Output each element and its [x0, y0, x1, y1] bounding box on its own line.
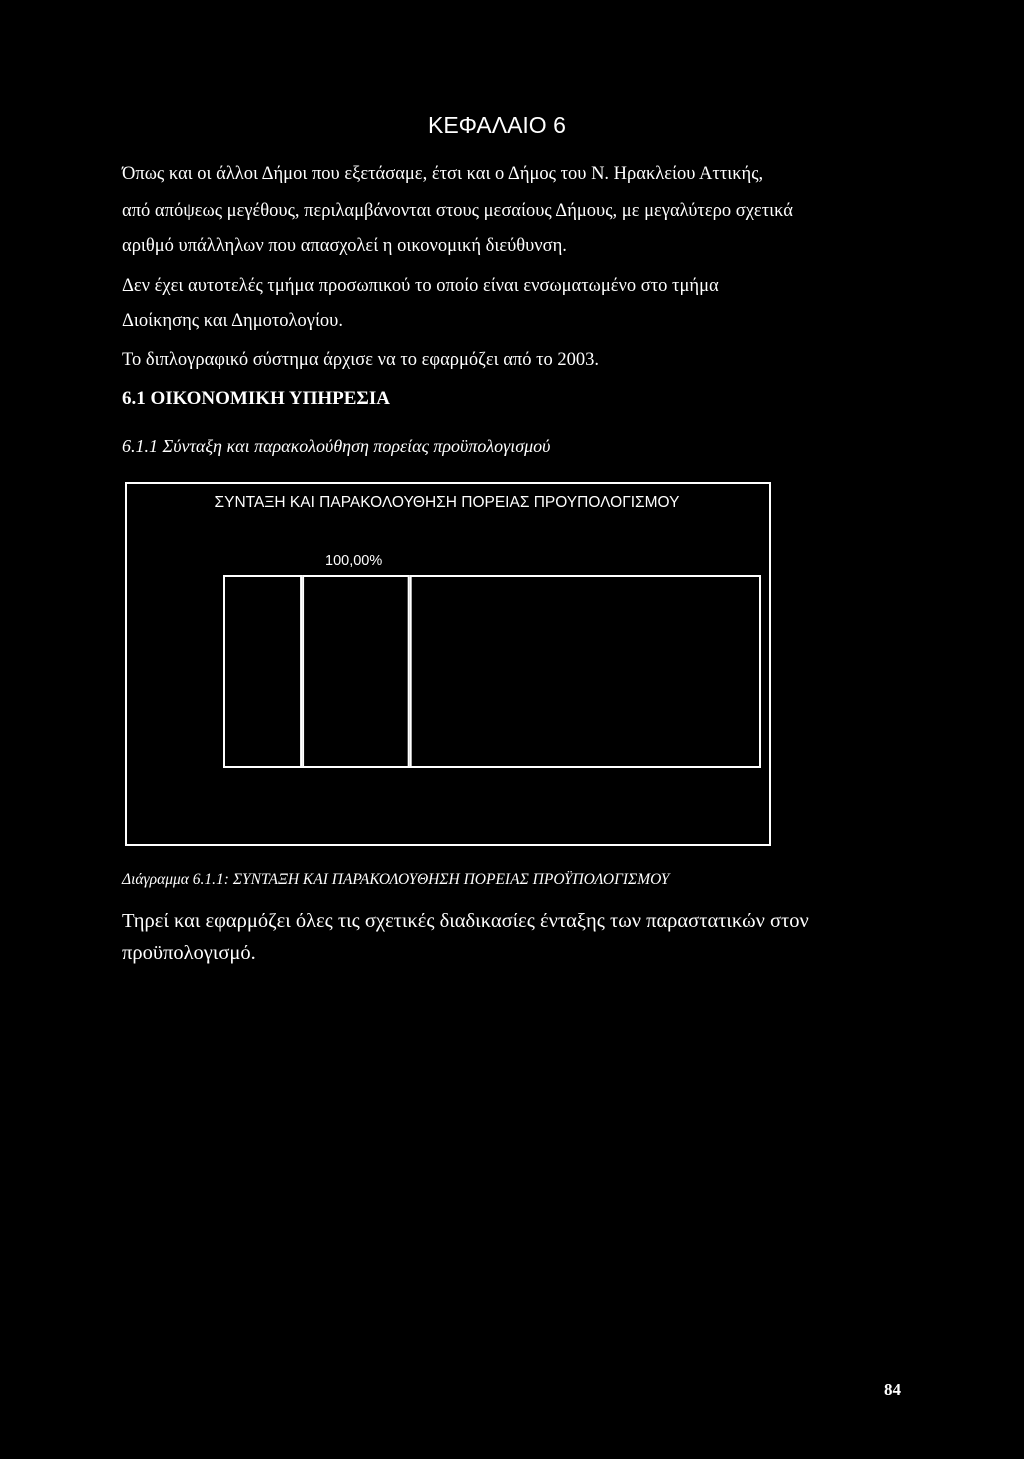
- bar-2: [303, 576, 409, 767]
- intro-line-5: Διοίκησης και Δημοτολογίου.: [122, 311, 343, 331]
- chart-title: ΣΥΝΤΑΞΗ ΚΑΙ ΠΑΡΑΚΟΛΟΥΘΗΣΗ ΠΟΡΕΙΑΣ ΠΡΟΥΠΟΛΟΓΙΣΜΟΥ: [214, 494, 680, 511]
- ytick-label: 100,00%: [325, 553, 383, 569]
- intro-line-6: Το διπλογραφικό σύστημα άρχισε να το εφαρμόζει από το 2003.: [122, 350, 600, 370]
- subsection-heading: 6.1.1 Σύνταξη και παρακολούθηση πορείας προϋπολογισμού: [122, 436, 551, 456]
- bars-group: [224, 576, 760, 767]
- intro-line-4: Δεν έχει αυτοτελές τμήμα προσωπικού το οποίο είναι ενσωματωμένο στο τμήμα: [122, 276, 719, 296]
- bar-3: [411, 576, 760, 767]
- section-heading: 6.1 ΟΙΚΟΝΟΜΙΚΗ ΥΠΗΡΕΣΙΑ: [122, 388, 390, 409]
- intro-line-2: από απόψεως μεγέθους, περιλαμβάνονται στους μεσαίους Δήμους, με μεγαλύτερο σχετικά: [122, 201, 793, 221]
- intro-line-1: Όπως και οι άλλοι Δήμοι που εξετάσαμε, έτσι και ο Δήμος του Ν. Ηρακλείου Αττικής,: [122, 164, 764, 184]
- page-number: 84: [884, 1380, 901, 1399]
- chart-caption: Διάγραμμα 6.1.1: ΣΥΝΤΑΞΗ ΚΑΙ ΠΑΡΑΚΟΛΟΥΘΗΣΗ ΠΟΡΕΙΑΣ ΠΡΟΫΠΟΛΟΓΙΣΜΟΥ: [122, 871, 670, 888]
- chapter-title: ΚΕΦΑΛΑΙΟ 6: [428, 112, 566, 138]
- bar-1: [224, 576, 301, 767]
- intro-line-3: αριθμό υπάλληλων που απασχολεί η οικονομική διεύθυνση.: [122, 236, 567, 256]
- closing-line-1: Τηρεί και εφαρμόζει όλες τις σχετικές διαδικασίες ένταξης των παραστατικών στον: [122, 910, 809, 932]
- chart-plot: [125, 482, 771, 846]
- closing-line-2: προϋπολογισμό.: [122, 942, 256, 964]
